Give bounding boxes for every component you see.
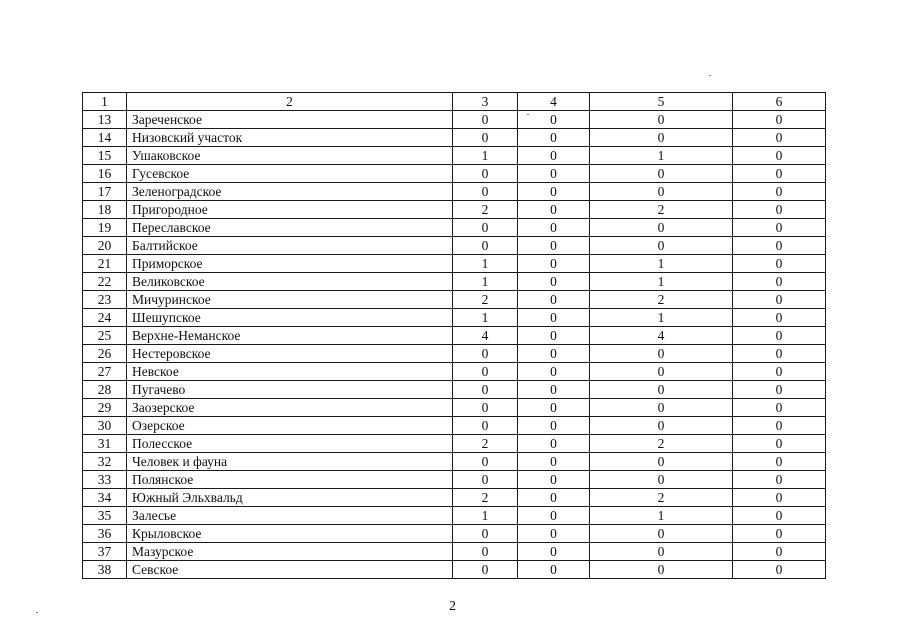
col4-cell: 0: [518, 201, 590, 219]
col6-cell: 0: [733, 453, 826, 471]
table-row: [83, 507, 826, 525]
col6-cell: 0: [733, 471, 826, 489]
row-number-cell: 24: [83, 309, 127, 327]
name-cell: Пригородное: [127, 201, 453, 219]
col3-cell: 1: [453, 255, 518, 273]
row-number-cell: 29: [83, 399, 127, 417]
name-cell: Шешупское: [127, 309, 453, 327]
col4-cell: 0: [518, 561, 590, 579]
row-number-cell: 32: [83, 453, 127, 471]
col4-cell: 0: [518, 309, 590, 327]
table-row: [83, 381, 826, 399]
table-body: [83, 111, 826, 579]
col3-cell: 0: [453, 453, 518, 471]
col4-cell: 0: [518, 363, 590, 381]
row-number-cell: 33: [83, 471, 127, 489]
row-number-cell: 17: [83, 183, 127, 201]
col6-cell: 0: [733, 273, 826, 291]
col4-cell: 0: [518, 453, 590, 471]
name-cell: Озерское: [127, 417, 453, 435]
col4-cell: 0: [518, 111, 590, 129]
header-cell-6: 6: [733, 93, 826, 111]
col4-cell: 0: [518, 507, 590, 525]
col5-cell: 0: [590, 111, 733, 129]
col3-cell: 0: [453, 417, 518, 435]
name-cell: Ушаковское: [127, 147, 453, 165]
col3-cell: 0: [453, 399, 518, 417]
col6-cell: 0: [733, 507, 826, 525]
col5-cell: 1: [590, 273, 733, 291]
col5-cell: 2: [590, 291, 733, 309]
col4-cell: 0: [518, 237, 590, 255]
row-number-cell: 18: [83, 201, 127, 219]
name-cell: Севское: [127, 561, 453, 579]
col5-cell: 2: [590, 489, 733, 507]
name-cell: Низовский участок: [127, 129, 453, 147]
col5-cell: 0: [590, 471, 733, 489]
col6-cell: 0: [733, 399, 826, 417]
row-number-cell: 27: [83, 363, 127, 381]
header-cell-5: 5: [590, 93, 733, 111]
table-row: [83, 255, 826, 273]
col4-cell: 0: [518, 525, 590, 543]
col4-cell: 0: [518, 417, 590, 435]
header-cell-2: 2: [127, 93, 453, 111]
col6-cell: 0: [733, 327, 826, 345]
table-row: [83, 399, 826, 417]
col3-cell: 0: [453, 543, 518, 561]
col3-cell: 0: [453, 345, 518, 363]
col3-cell: 4: [453, 327, 518, 345]
scan-speck: [36, 612, 38, 613]
table-row: [83, 147, 826, 165]
col5-cell: 0: [590, 525, 733, 543]
col5-cell: 0: [590, 345, 733, 363]
row-number-cell: 19: [83, 219, 127, 237]
row-number-cell: 13: [83, 111, 127, 129]
col4-cell: 0: [518, 219, 590, 237]
name-cell: Зареченское: [127, 111, 453, 129]
row-number-cell: 30: [83, 417, 127, 435]
col6-cell: 0: [733, 183, 826, 201]
col6-cell: 0: [733, 291, 826, 309]
col6-cell: 0: [733, 237, 826, 255]
table-row: [83, 291, 826, 309]
row-number-cell: 37: [83, 543, 127, 561]
col6-cell: 0: [733, 255, 826, 273]
col4-cell: 0: [518, 165, 590, 183]
name-cell: Приморское: [127, 255, 453, 273]
col3-cell: 0: [453, 363, 518, 381]
col3-cell: 2: [453, 201, 518, 219]
row-number-cell: 34: [83, 489, 127, 507]
col4-cell: 0: [518, 255, 590, 273]
col6-cell: 0: [733, 381, 826, 399]
table-row: [83, 435, 826, 453]
table-row: [83, 327, 826, 345]
col5-cell: 0: [590, 129, 733, 147]
name-cell: Нестеровское: [127, 345, 453, 363]
row-number-cell: 20: [83, 237, 127, 255]
row-number-cell: 35: [83, 507, 127, 525]
name-cell: Человек и фауна: [127, 453, 453, 471]
col4-cell: 0: [518, 327, 590, 345]
table-row: [83, 489, 826, 507]
name-cell: Полянское: [127, 471, 453, 489]
name-cell: Мичуринское: [127, 291, 453, 309]
scan-speck: [527, 114, 529, 115]
row-number-cell: 26: [83, 345, 127, 363]
col6-cell: 0: [733, 111, 826, 129]
col4-cell: 0: [518, 129, 590, 147]
col5-cell: 0: [590, 453, 733, 471]
col6-cell: 0: [733, 309, 826, 327]
col3-cell: 0: [453, 525, 518, 543]
name-cell: Гусевское: [127, 165, 453, 183]
col3-cell: 0: [453, 129, 518, 147]
row-number-cell: 31: [83, 435, 127, 453]
col6-cell: 0: [733, 219, 826, 237]
table-row: [83, 201, 826, 219]
col6-cell: 0: [733, 435, 826, 453]
table-row: [83, 129, 826, 147]
col3-cell: 1: [453, 309, 518, 327]
col3-cell: 1: [453, 147, 518, 165]
col3-cell: 2: [453, 489, 518, 507]
table-row: [83, 183, 826, 201]
col5-cell: 4: [590, 327, 733, 345]
col4-cell: 0: [518, 471, 590, 489]
col3-cell: 0: [453, 471, 518, 489]
header-cell-1: 1: [83, 93, 127, 111]
name-cell: Пугачево: [127, 381, 453, 399]
table-header: [83, 93, 826, 111]
col5-cell: 1: [590, 147, 733, 165]
row-number-cell: 15: [83, 147, 127, 165]
col5-cell: 0: [590, 561, 733, 579]
name-cell: Мазурское: [127, 543, 453, 561]
header-cell-3: 3: [453, 93, 518, 111]
col6-cell: 0: [733, 363, 826, 381]
name-cell: Южный Эльхвальд: [127, 489, 453, 507]
col5-cell: 0: [590, 381, 733, 399]
table-row: [83, 165, 826, 183]
row-number-cell: 28: [83, 381, 127, 399]
col3-cell: 0: [453, 219, 518, 237]
col3-cell: 2: [453, 435, 518, 453]
col6-cell: 0: [733, 417, 826, 435]
name-cell: Невское: [127, 363, 453, 381]
col6-cell: 0: [733, 147, 826, 165]
row-number-cell: 21: [83, 255, 127, 273]
col3-cell: 0: [453, 381, 518, 399]
col3-cell: 0: [453, 111, 518, 129]
col6-cell: 0: [733, 345, 826, 363]
col4-cell: 0: [518, 273, 590, 291]
col5-cell: 0: [590, 219, 733, 237]
col6-cell: 0: [733, 165, 826, 183]
col3-cell: 1: [453, 273, 518, 291]
col5-cell: 0: [590, 237, 733, 255]
col5-cell: 2: [590, 201, 733, 219]
col6-cell: 0: [733, 489, 826, 507]
col5-cell: 2: [590, 435, 733, 453]
col3-cell: 0: [453, 183, 518, 201]
col6-cell: 0: [733, 129, 826, 147]
row-number-cell: 23: [83, 291, 127, 309]
col6-cell: 0: [733, 525, 826, 543]
table-row: [83, 309, 826, 327]
col5-cell: 0: [590, 165, 733, 183]
col3-cell: 0: [453, 237, 518, 255]
name-cell: Крыловское: [127, 525, 453, 543]
row-number-cell: 22: [83, 273, 127, 291]
table-row: [83, 471, 826, 489]
name-cell: Заозерское: [127, 399, 453, 417]
name-cell: Полесское: [127, 435, 453, 453]
col3-cell: 1: [453, 507, 518, 525]
col4-cell: 0: [518, 291, 590, 309]
scan-speck: [709, 75, 711, 76]
row-number-cell: 25: [83, 327, 127, 345]
col5-cell: 1: [590, 255, 733, 273]
table-row: [83, 417, 826, 435]
row-number-cell: 16: [83, 165, 127, 183]
row-number-cell: 36: [83, 525, 127, 543]
table-row: [83, 561, 826, 579]
row-number-cell: 14: [83, 129, 127, 147]
table-row: [83, 363, 826, 381]
table-row: [83, 453, 826, 471]
col4-cell: 0: [518, 543, 590, 561]
col6-cell: 0: [733, 201, 826, 219]
table-row: [83, 543, 826, 561]
col3-cell: 0: [453, 165, 518, 183]
col6-cell: 0: [733, 543, 826, 561]
col4-cell: 0: [518, 435, 590, 453]
header-row: [83, 93, 826, 111]
col3-cell: 0: [453, 561, 518, 579]
col5-cell: 0: [590, 543, 733, 561]
name-cell: Балтийское: [127, 237, 453, 255]
col4-cell: 0: [518, 489, 590, 507]
col4-cell: 0: [518, 183, 590, 201]
name-cell: Верхне-Неманское: [127, 327, 453, 345]
col3-cell: 2: [453, 291, 518, 309]
col4-cell: 0: [518, 345, 590, 363]
table-row: [83, 111, 826, 129]
col5-cell: 1: [590, 507, 733, 525]
table-row: [83, 237, 826, 255]
col5-cell: 0: [590, 183, 733, 201]
col5-cell: 1: [590, 309, 733, 327]
name-cell: Переславское: [127, 219, 453, 237]
table-row: [83, 345, 826, 363]
name-cell: Великовское: [127, 273, 453, 291]
table-row: [83, 219, 826, 237]
table-row: [83, 273, 826, 291]
name-cell: Залесье: [127, 507, 453, 525]
table-row: [83, 525, 826, 543]
col5-cell: 0: [590, 399, 733, 417]
row-number-cell: 38: [83, 561, 127, 579]
col6-cell: 0: [733, 561, 826, 579]
col4-cell: 0: [518, 147, 590, 165]
page-number: 2: [449, 599, 456, 614]
col4-cell: 0: [518, 381, 590, 399]
header-cell-4: 4: [518, 93, 590, 111]
data-table: [82, 92, 826, 579]
col5-cell: 0: [590, 417, 733, 435]
name-cell: Зеленоградское: [127, 183, 453, 201]
col5-cell: 0: [590, 363, 733, 381]
col4-cell: 0: [518, 399, 590, 417]
